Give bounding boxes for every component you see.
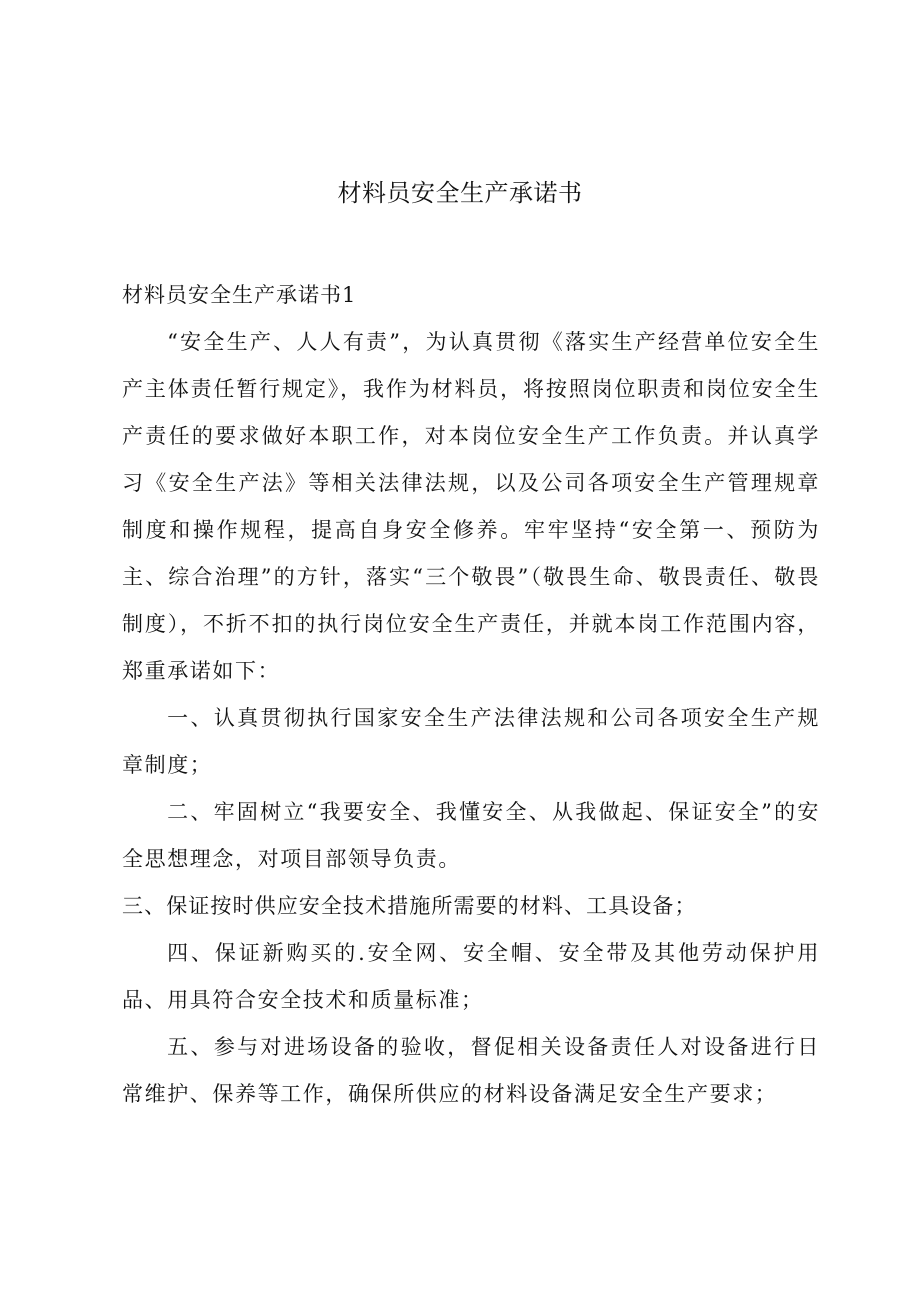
commitment-item-3: 三、保证按时供应安全技术措施所需要的材料、工具设备； bbox=[122, 894, 697, 918]
section-heading: 材料员安全生产承诺书1 bbox=[122, 283, 357, 307]
commitment-item-2: 二、牢固树立“我要安全、我懂安全、从我做起、保证安全”的安全思想理念，对项目部领导负责。 bbox=[122, 800, 820, 871]
commitment-item-4: 四、保证新购买的.安全网、安全帽、安全带及其他劳动保护用品、用具符合安全技术和质量标准； bbox=[122, 941, 820, 1012]
intro-paragraph: “安全生产、人人有责”，为认真贯彻《落实生产经营单位安全生产主体责任暂行规定》，我作为材料员，将按照岗位职责和岗位安全生产责任的要求做好本职工作，对本岗位安全生产工作负责。并认真学习《安全生产法》等相关法律法规，以及公司各项安全生产管理规章制度和操作规程，提高自身安全修养。牢牢坚持“安全第一、预防为主、综合治理”的方针，落实“三个敬畏”（敬畏生命、敬畏责任、敬畏制度），不折不扣的执行岗位安全生产责任，并就本岗工作范围内容，郑重承诺如下： bbox=[122, 330, 820, 683]
document-title: 材料员安全生产承诺书 bbox=[337, 179, 583, 207]
document-body bbox=[122, 272, 820, 1118]
commitment-item-5: 五、参与对进场设备的验收，督促相关设备责任人对设备进行日常维护、保养等工作，确保所供应的材料设备满足安全生产要求； bbox=[122, 1035, 820, 1106]
commitment-item-1: 一、认真贯彻执行国家安全生产法律法规和公司各项安全生产规章制度； bbox=[122, 706, 820, 777]
